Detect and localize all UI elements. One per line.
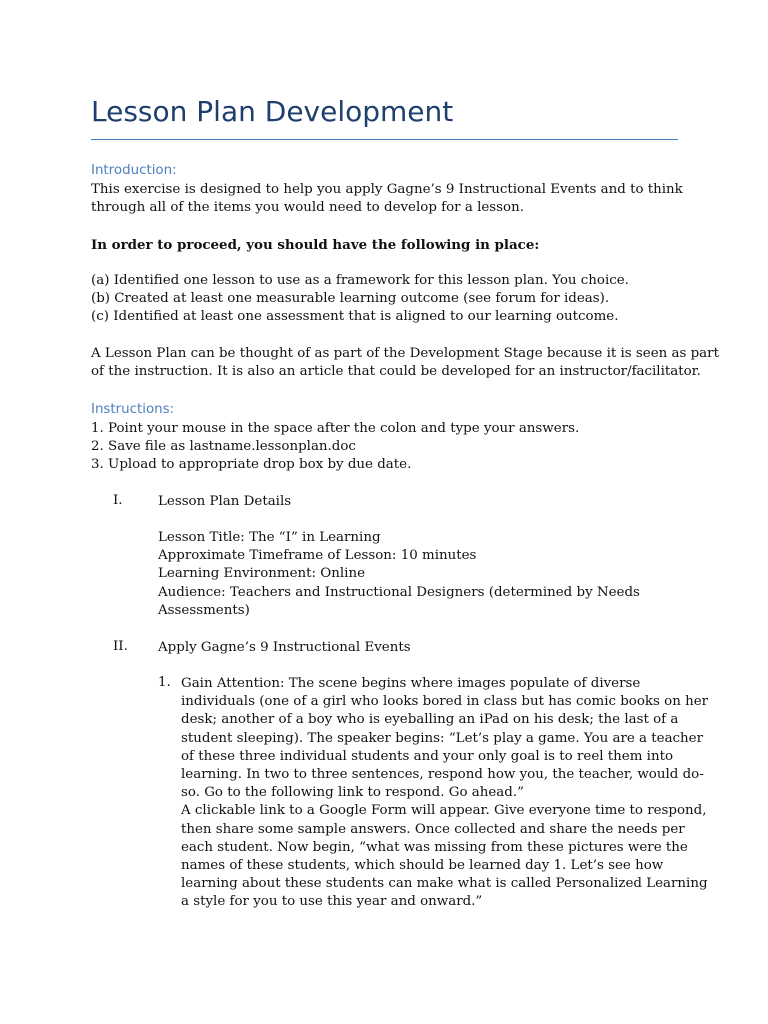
prerequisites-list xyxy=(91,272,629,327)
introduction-heading: Introduction: xyxy=(91,163,177,178)
gain-attention-item xyxy=(181,675,708,912)
lesson-detail-line: Lesson Title: The “I” in Learning xyxy=(158,530,381,545)
instructions-list xyxy=(91,420,579,475)
page-title: Lesson Plan Development xyxy=(91,95,454,128)
item-line: of these three individual students and your only goal is to reel them into xyxy=(181,748,674,764)
lesson-detail-line: Audience: Teachers and Instructional Designers (determined by Needs xyxy=(158,584,640,600)
section-title: Lesson Plan Details xyxy=(158,494,292,509)
lesson-details xyxy=(158,529,640,620)
introduction-line: through all of the items you would need to develop for a lesson. xyxy=(91,200,524,216)
item-line: a style for you to use this year and onward.” xyxy=(181,894,483,910)
development-stage-paragraph xyxy=(91,345,719,381)
prerequisite-item: (c) Identified at least one assessment that is aligned to our learning outcome. xyxy=(91,309,619,325)
introduction-line: This exercise is designed to help you apply Gagne’s 9 Instructional Events and to think xyxy=(91,182,683,197)
item-line: learning about these students can make what is called Personalized Learning xyxy=(181,876,708,892)
introduction-paragraph xyxy=(91,181,683,217)
item-line: names of these students, which should be learned day 1. Let’s see how xyxy=(181,858,664,874)
prerequisite-item: (b) Created at least one measurable learning outcome (see forum for ideas). xyxy=(91,291,610,307)
item-line: each student. Now begin, “what was missing from these pictures were the xyxy=(181,839,688,855)
instruction-item: 2. Save file as lastname.lessonplan.doc xyxy=(91,439,356,455)
prerequisites-heading: In order to proceed, you should have the following in place: xyxy=(91,237,540,253)
lesson-detail-line: Assessments) xyxy=(158,602,250,618)
lesson-detail-line: Approximate Timeframe of Lesson: 10 minutes xyxy=(158,548,477,564)
item-line: learning. In two to three sentences, respond how you, the teacher, would do- xyxy=(181,767,704,783)
section-numeral: II. xyxy=(113,639,128,654)
item-line: then share some sample answers. Once collected and share the needs per xyxy=(181,821,685,837)
paragraph-line: A Lesson Plan can be thought of as part of the Development Stage because it is seen as part xyxy=(91,346,719,361)
prerequisite-item: (a) Identified one lesson to use as a framework for this lesson plan. You choice. xyxy=(91,273,629,288)
section-title: Apply Gagne’s 9 Instructional Events xyxy=(158,640,411,655)
paragraph-line: of the instruction. It is also an article that could be developed for an instructor/facilitator. xyxy=(91,364,701,380)
item-line: A clickable link to a Google Form will appear. Give everyone time to respond, xyxy=(181,803,707,819)
instruction-item: 3. Upload to appropriate drop box by due date. xyxy=(91,457,412,473)
list-item-number: 1. xyxy=(158,675,171,690)
instruction-item: 1. Point your mouse in the space after the colon and type your answers. xyxy=(91,421,580,436)
instructions-heading: Instructions: xyxy=(91,402,175,417)
section-numeral: I. xyxy=(113,493,123,508)
item-line: Gain Attention: The scene begins where images populate of diverse xyxy=(181,676,641,691)
item-line: student sleeping). The speaker begins: “Let’s play a game. You are a teacher xyxy=(181,730,704,746)
title-underline xyxy=(91,139,678,140)
lesson-detail-line: Learning Environment: Online xyxy=(158,566,366,582)
item-line: desk; another of a boy who is eyeballing an iPad on his desk; the last of a xyxy=(181,712,679,728)
item-line: individuals (one of a girl who looks bored in class but has comic books on her xyxy=(181,694,709,710)
item-line: so. Go to the following link to respond. Go ahead.” xyxy=(181,785,524,801)
